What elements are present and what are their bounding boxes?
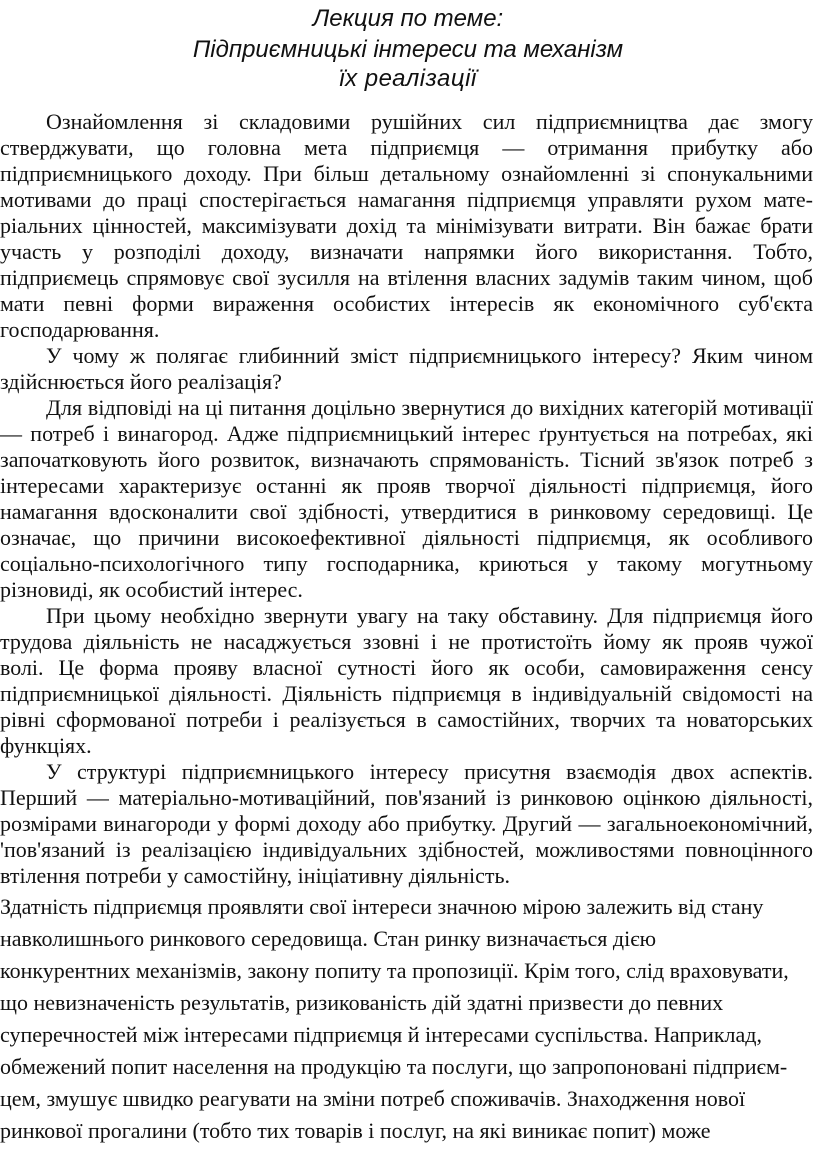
text-line: розмірами винагороди у формі доходу або прибутку. Другий — загальноекономічний, [0,811,813,836]
text-line: намагання вдосконалити свої здібності, утвердитися в ринковому середовищі. Це [0,499,813,524]
text-line: 'пов'язаний із реалізацією індивідуальних здібностей, можливостями повноцінного [0,837,813,862]
text-line: стверджувати, що головна мета підприємця — отримання прибутку або [0,135,813,160]
text-line: соціально-психологічного типу господарника, криються у такому могутньому [0,551,813,576]
text-line: підприємницької діяльності. Діяльність підприємця в індивідуальній свідомості на [0,681,813,706]
text-line: здійснюється його реалізація? [0,369,282,394]
text-line: При цьому необхідно звернути увагу на таку обставину. Для підприємця його [46,603,813,628]
text-line: підприємець спрямовує свої зусилля на втілення власних задумів таким чином, щоб [0,265,813,290]
text-line: У структурі підприємницького інтересу присутня взаємодія двох аспектів. [46,759,813,784]
text-line: обмежений попит населення на продукцію та послуги, що запропоновані підприєм- [0,1054,788,1079]
text-line: підприємницького доходу. При більш детальному ознайомленні зі спонукальними [0,161,813,186]
text-line: Ознайомлення зі складовими рушійних сил підприємництва дає змогу [46,109,813,134]
text-line: суперечностей між інтересами підприємця й інтересами суспільства. Наприклад, [0,1022,762,1047]
text-line: різновиді, як особистий інтерес. [0,577,303,602]
text-line: рівні сформованої потреби і реалізується в самостійних, творчих та новаторських [0,707,813,732]
text-line: цем, змушує швидко реагувати на зміни потреб споживачів. Знаходження нової [0,1086,746,1111]
text-line: інтересами характеризує останні як прояв творчої діяльності підприємця, його [0,473,813,498]
text-line: Здатність підприємця проявляти свої інтереси значною мірою залежить від стану [0,894,764,919]
text-line: означає, що причини високоефективної діяльності підприємця, як особливого [0,525,813,550]
text-line: ріальних цінностей, максимізувати дохід та мінімізувати витрати. Він бажає брати [0,213,813,238]
text-line: У чому ж полягає глибинний зміст підприємницького інтересу? Яким чином [46,343,813,368]
text-line: — потреб і винагород. Адже підприємницький інтерес ґрунтується на потребах, які [0,421,813,446]
text-line: Перший — матеріально-мотиваційний, пов'язаний із ринковою оцінкою діяльності, [0,785,813,810]
text-line: волі. Це форма прояву власної сутності його як особи, самовираження сенсу [0,655,813,680]
text-line: конкурентних механізмів, закону попиту та пропозиції. Крім того, слід враховувати, [0,958,789,983]
text-line: втілення потреби у самостійну, ініціативну діяльність. [0,863,511,888]
text-line: мати певні форми вираження особистих інтересів як економічного суб'єкта [0,291,813,316]
text-line: трудова діяльність не насаджується ззовні і не протистоїть йому як прояв чужої [0,629,813,654]
text-line: навколишнього ринкового середовища. Стан ринку визначається дією [0,926,657,951]
text-line: функціях. [0,733,92,758]
lecture-label: Лекция по теме: [312,5,504,32]
text-line: мотивами до праці спостерігається намагання підприємця управляти рухом мате- [0,187,813,212]
lecture-title-continued: їх реалізації [339,65,477,92]
text-line: господарювання. [0,317,160,342]
text-line: започатковують його розвиток, визначають спрямованість. Тісний зв'язок потреб з [0,447,813,472]
text-line: що невизначеність результатів, ризикованість дій здатні призвести до певних [0,990,724,1015]
text-line: Для відповіді на ці питання доцільно звернутися до вихідних категорій мотивації [46,395,813,420]
text-line: участь у розподілі доходу, визначати напрямки його використання. Тобто, [0,239,813,264]
lecture-title: Підприємницькі інтереси та механізм [192,36,624,63]
text-line: ринкової прогалини (тобто тих товарів і послуг, на які виникає попит) може [0,1118,711,1143]
